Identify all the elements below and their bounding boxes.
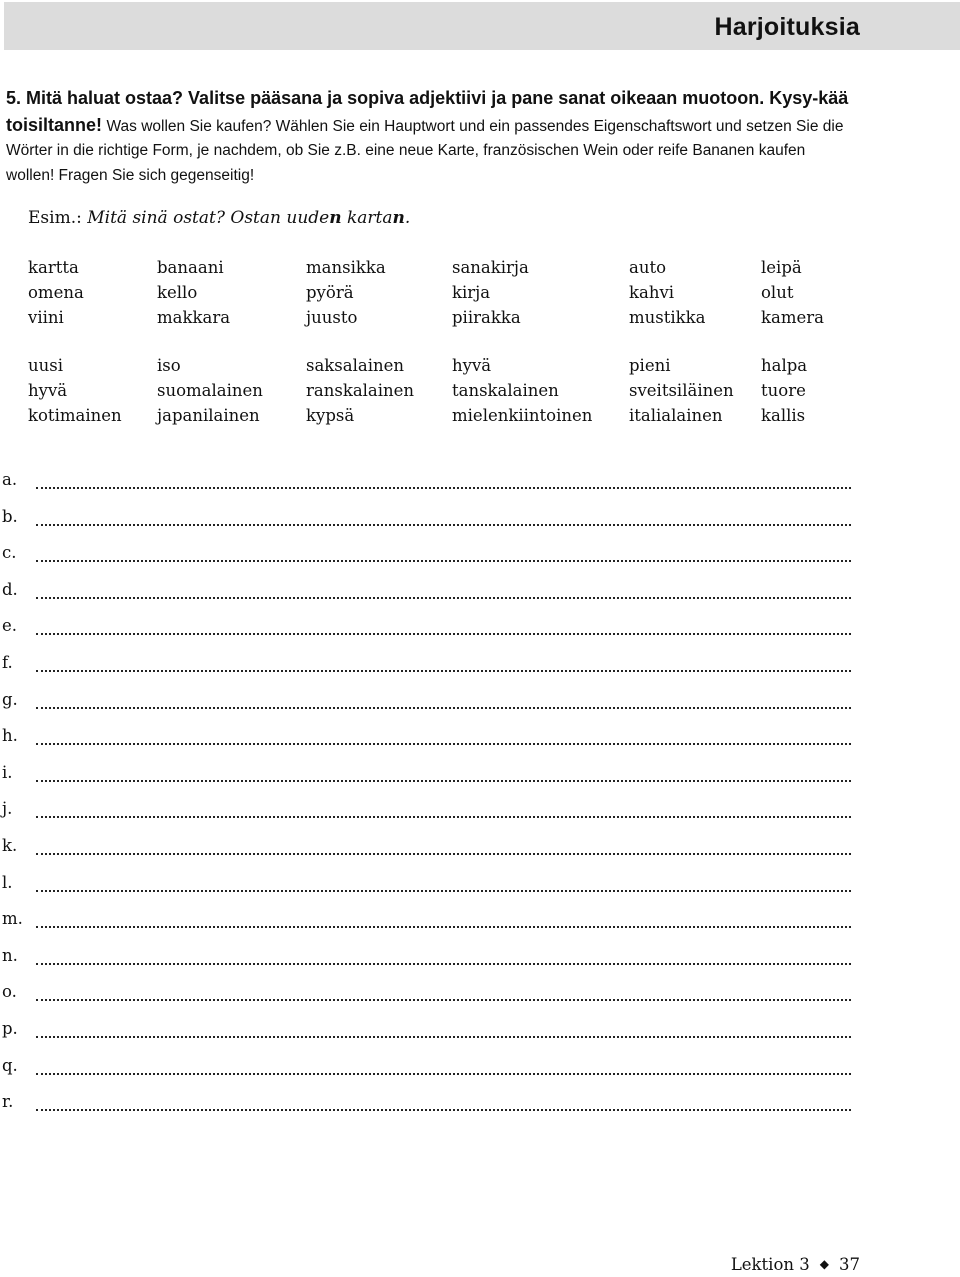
- page-title: Harjoituksia: [714, 13, 860, 41]
- word-cell: banaani: [157, 258, 224, 277]
- dotted-answer-field[interactable]: [36, 1073, 851, 1075]
- word-cell: italialainen: [629, 406, 723, 425]
- example-question: Mitä sinä ostat?: [87, 208, 225, 228]
- word-cell: suomalainen: [157, 381, 263, 400]
- word-cell: kahvi: [629, 283, 675, 302]
- dotted-answer-field[interactable]: [36, 560, 851, 562]
- word-cell: halpa: [761, 356, 808, 375]
- answer-letter: m.: [2, 909, 23, 929]
- word-cell: ranskalainen: [306, 381, 415, 400]
- word-cell: omena: [28, 283, 84, 302]
- dotted-answer-field[interactable]: [36, 890, 851, 892]
- word-cell: saksalainen: [306, 356, 405, 375]
- word-cell: viini: [28, 308, 64, 327]
- word-cell: pieni: [629, 356, 671, 375]
- word-cell: leipä: [761, 258, 802, 277]
- word-cell: kallis: [761, 406, 806, 425]
- word-cell: hyvä: [452, 356, 492, 375]
- answer-letter: h.: [2, 726, 18, 746]
- dotted-answer-field[interactable]: [36, 1036, 851, 1038]
- answer-letter: c.: [2, 543, 17, 563]
- word-cell: kirja: [452, 283, 491, 302]
- answer-letter: l.: [2, 872, 13, 892]
- answer-letter: k.: [2, 835, 18, 855]
- word-cell: iso: [157, 356, 181, 375]
- page-footer: [731, 1255, 860, 1274]
- answer-letter: j.: [2, 799, 13, 819]
- dotted-answer-field[interactable]: [36, 963, 851, 965]
- word-cell: sveitsiläinen: [629, 381, 734, 400]
- answer-letter: i.: [2, 762, 13, 782]
- word-cell: kotimainen: [28, 406, 122, 425]
- dotted-answer-field[interactable]: [36, 926, 851, 928]
- dotted-answer-field[interactable]: [36, 670, 851, 672]
- dotted-answer-field[interactable]: [36, 816, 851, 818]
- dotted-answer-field[interactable]: [36, 633, 851, 635]
- word-cell: uusi: [28, 356, 63, 375]
- word-cell: makkara: [157, 308, 231, 327]
- answer-letter: q.: [2, 1055, 18, 1075]
- word-cell: piirakka: [452, 308, 521, 327]
- word-cell: sanakirja: [452, 258, 529, 277]
- instruction-german: Was wollen Sie kaufen? Wählen Sie ein Hauptwort und ein passendes Eigenschaftswort und setzen Sie die Wörter in die richtige Form, je nachdem, ob Sie z.B. eine neue Karte, französischen Wein oder reife Bananen kaufen wollen! Fragen Sie sich gegenseitig!: [6, 117, 844, 184]
- word-cell: juusto: [306, 308, 358, 327]
- example-answer: Ostan uuden kartan.: [230, 208, 411, 228]
- word-cell: auto: [629, 258, 667, 277]
- word-cell: tuore: [761, 381, 806, 400]
- answer-letter: r.: [2, 1092, 14, 1112]
- dotted-answer-field[interactable]: [36, 597, 851, 599]
- word-cell: olut: [761, 283, 794, 302]
- word-cell: hyvä: [28, 381, 68, 400]
- example-label: Esim.:: [28, 208, 82, 228]
- answer-letter: d.: [2, 579, 18, 599]
- page-number: 37: [839, 1255, 860, 1274]
- answer-letter: b.: [2, 506, 18, 526]
- answer-letter: g.: [2, 689, 18, 709]
- answer-letter: n.: [2, 945, 18, 965]
- answer-letter: f.: [2, 652, 13, 672]
- answer-letter: o.: [2, 982, 17, 1002]
- word-cell: kamera: [761, 308, 824, 327]
- example-sentence: [28, 208, 410, 228]
- word-cell: kartta: [28, 258, 79, 277]
- dotted-answer-field[interactable]: [36, 853, 851, 855]
- answer-letter: p.: [2, 1018, 18, 1038]
- dotted-answer-field[interactable]: [36, 707, 851, 709]
- instruction-finnish: 5. Mitä haluat ostaa? Valitse pääsana ja sopiva adjektiivi ja pane sanat oikeaan muotoon. Kysy-kää toisiltanne!: [6, 88, 849, 135]
- word-cell: mustikka: [629, 308, 706, 327]
- lesson-label: Lektion 3: [730, 1255, 810, 1274]
- answer-letter: a.: [2, 470, 18, 489]
- word-cell: kello: [157, 283, 198, 302]
- word-cell: tanskalainen: [452, 381, 559, 400]
- dotted-answer-field[interactable]: [36, 487, 851, 489]
- word-cell: mansikka: [306, 258, 386, 277]
- word-cell: pyörä: [306, 283, 354, 302]
- word-cell: kypsä: [306, 406, 355, 425]
- dotted-answer-field[interactable]: [36, 524, 851, 526]
- dotted-answer-field[interactable]: [36, 999, 851, 1001]
- answer-letter: e.: [2, 616, 18, 636]
- word-cell: mielenkiintoinen: [452, 406, 593, 425]
- dotted-answer-field[interactable]: [36, 780, 851, 782]
- dotted-answer-field[interactable]: [36, 1109, 851, 1111]
- dotted-answer-field[interactable]: [36, 743, 851, 745]
- diamond-icon: ◆: [819, 1257, 829, 1271]
- word-cell: japanilainen: [157, 406, 260, 425]
- exercise-instructions: [6, 86, 856, 188]
